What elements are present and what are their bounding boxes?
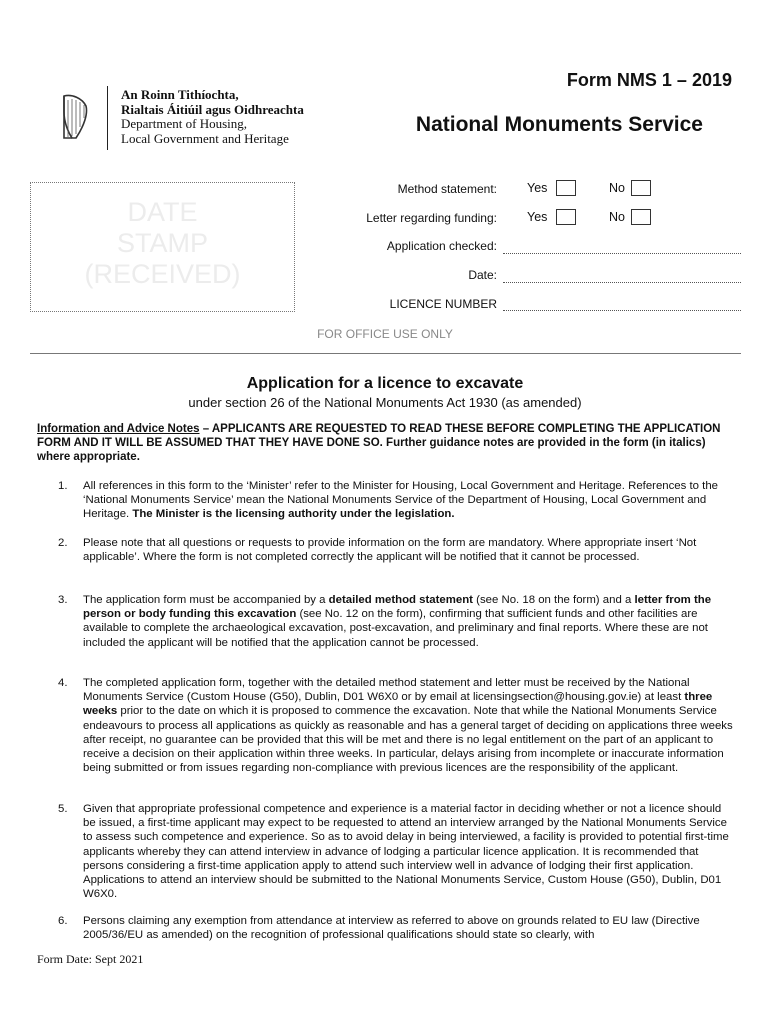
list-item bbox=[37, 536, 735, 564]
list-item bbox=[37, 593, 735, 650]
item-text-bold: The Minister is the licensing authority under the legislation. bbox=[132, 508, 455, 521]
list-item-number: 1. bbox=[58, 480, 68, 492]
method-no-label: No bbox=[609, 181, 625, 195]
header-divider bbox=[107, 86, 108, 150]
letter-yes-checkbox[interactable] bbox=[556, 209, 576, 225]
item-text: (see No. 12 on the form), confirming that sufficient funds and other facilities are available to complete the archaeological excavation, post-excavation, and preliminary and final reports. Where these are not included the applicant will be notified that the application cannot be processed. bbox=[83, 608, 708, 649]
section-divider bbox=[30, 353, 741, 354]
dept-line-english-1: Department of Housing, bbox=[121, 116, 248, 131]
letter-no-label: No bbox=[609, 210, 625, 224]
method-yes-label: Yes bbox=[527, 181, 548, 195]
stamp-line-date: DATE bbox=[127, 197, 198, 227]
form-date-footer: Form Date: Sept 2021 bbox=[37, 952, 144, 966]
office-use-note: FOR OFFICE USE ONLY bbox=[317, 327, 453, 341]
list-item bbox=[37, 479, 735, 522]
item-text-bold: detailed method statement bbox=[328, 594, 473, 606]
list-item bbox=[37, 802, 735, 901]
item-text: The application form must be accompanied by a bbox=[83, 594, 329, 606]
item-text: All references in this form to the ‘Minister’ refer to the Minister for Housing, Local Government and Heritage. References to the ‘National Monuments Service’ mean the National Monuments Service of the Department of Housing, Local Government and Heritage. bbox=[83, 480, 719, 521]
page-title: Application for a licence to excavate bbox=[246, 375, 524, 392]
list-item-number: 5. bbox=[58, 803, 68, 815]
list-item-number: 2. bbox=[58, 537, 68, 549]
item-text: Given that appropriate professional competence and experience is a material factor in deciding whether or not a licence should be issued, a first-time applicant may expect to be requested to attend an interview arranged by the National Monuments Service to assess such competence and experience. So as to avoid delay in being interviewed, a facility is provided to potential first-time applicants whereby they can attend interview in advance of lodging a particular licence application. It is recommended that persons considering a first-time application apply to attend such interview well in advance of lodging their first application. Applications to attend an interview should be submitted to the National Monuments Service, Custom House (G50), Dublin, D01 W6X0. bbox=[83, 803, 729, 901]
method-no-checkbox[interactable] bbox=[631, 180, 651, 196]
information-notes bbox=[37, 422, 735, 464]
notes-heading: Information and Advice Notes bbox=[37, 423, 200, 435]
list-item bbox=[37, 914, 735, 942]
letter-no-checkbox[interactable] bbox=[631, 209, 651, 225]
licence-number-field[interactable] bbox=[503, 310, 741, 311]
stamp-line-received: (RECEIVED) bbox=[84, 259, 241, 289]
date-label: Date: bbox=[468, 268, 497, 282]
item-text: Persons claiming any exemption from attendance at interview as referred to above on grounds related to EU law (Directive 2005/36/EU as amended) on the recognition of professional qualifications should state so clearly, with bbox=[83, 915, 700, 942]
list-item-number: 6. bbox=[58, 915, 68, 927]
list-item-number: 4. bbox=[58, 677, 68, 689]
date-field[interactable] bbox=[503, 282, 741, 283]
list-item-number: 3. bbox=[58, 594, 68, 606]
item-text: Please note that all questions or requests to provide information on the form are mandatory. Where appropriate insert ‘Not applicable’. Where the form is not completed correctly the applicant will be notified that it cannot be processed. bbox=[83, 537, 697, 564]
date-stamp-box bbox=[30, 182, 295, 312]
notes-text: – APPLICANTS ARE REQUESTED TO READ THESE BEFORE COMPLETING THE APPLICATION FORM AND IT WILL BE ASSUMED THAT THEY HAVE DONE SO. Further guidance notes are provided in the form (in italics) where appropriate. bbox=[37, 423, 721, 463]
item-text: The completed application form, together with the detailed method statement and letter must be received by the National Monuments Service (Custom House (G50), Dublin, D01 W6X0 or by email at licensingsection@housing.gov.ie) at least bbox=[83, 677, 690, 704]
licence-number-label: LICENCE NUMBER bbox=[389, 297, 497, 311]
item-text-bold: three weeks bbox=[83, 691, 713, 718]
letter-yes-label: Yes bbox=[527, 210, 548, 224]
application-checked-label: Application checked: bbox=[386, 239, 497, 253]
method-yes-checkbox[interactable] bbox=[556, 180, 576, 196]
item-text: prior to the date on which it is proposed to commence the excavation. Note that while the National Monuments Service endeavours to process all applications as quickly as reasonable and has a general target of deciding on applications three weeks after receipt, no guarantee can be provided that this will be met and there is no legal entitlement on the part of an applicant to receive a decision on their application within three weeks. In particular, delays arising from incomplete or inaccurate information being submitted or from issues regarding non-compliance with previous licences are the responsibility of the applicant. bbox=[83, 705, 733, 775]
page-subtitle: under section 26 of the National Monuments Act 1930 (as amended) bbox=[188, 395, 582, 410]
dept-line-irish-2: Rialtais Áitiúil agus Oidhreachta bbox=[121, 101, 304, 117]
item-text: (see No. 18 on the form) and a bbox=[472, 594, 635, 606]
dept-line-irish-1: An Roinn Tithíochta, bbox=[121, 87, 239, 102]
form-code: Form NMS 1 – 2019 bbox=[566, 70, 732, 90]
item-text-bold: letter from the person or body funding this excavation bbox=[83, 594, 712, 621]
service-name: National Monuments Service bbox=[415, 113, 703, 136]
harp-emblem-icon bbox=[58, 92, 92, 142]
stamp-line-stamp: STAMP bbox=[116, 228, 208, 258]
method-statement-label: Method statement: bbox=[397, 182, 497, 196]
department-name bbox=[121, 88, 304, 146]
application-checked-field[interactable] bbox=[503, 253, 741, 254]
list-item bbox=[37, 676, 735, 775]
letter-funding-label: Letter regarding funding: bbox=[366, 211, 497, 225]
dept-line-english-2: Local Government and Heritage bbox=[121, 130, 289, 146]
